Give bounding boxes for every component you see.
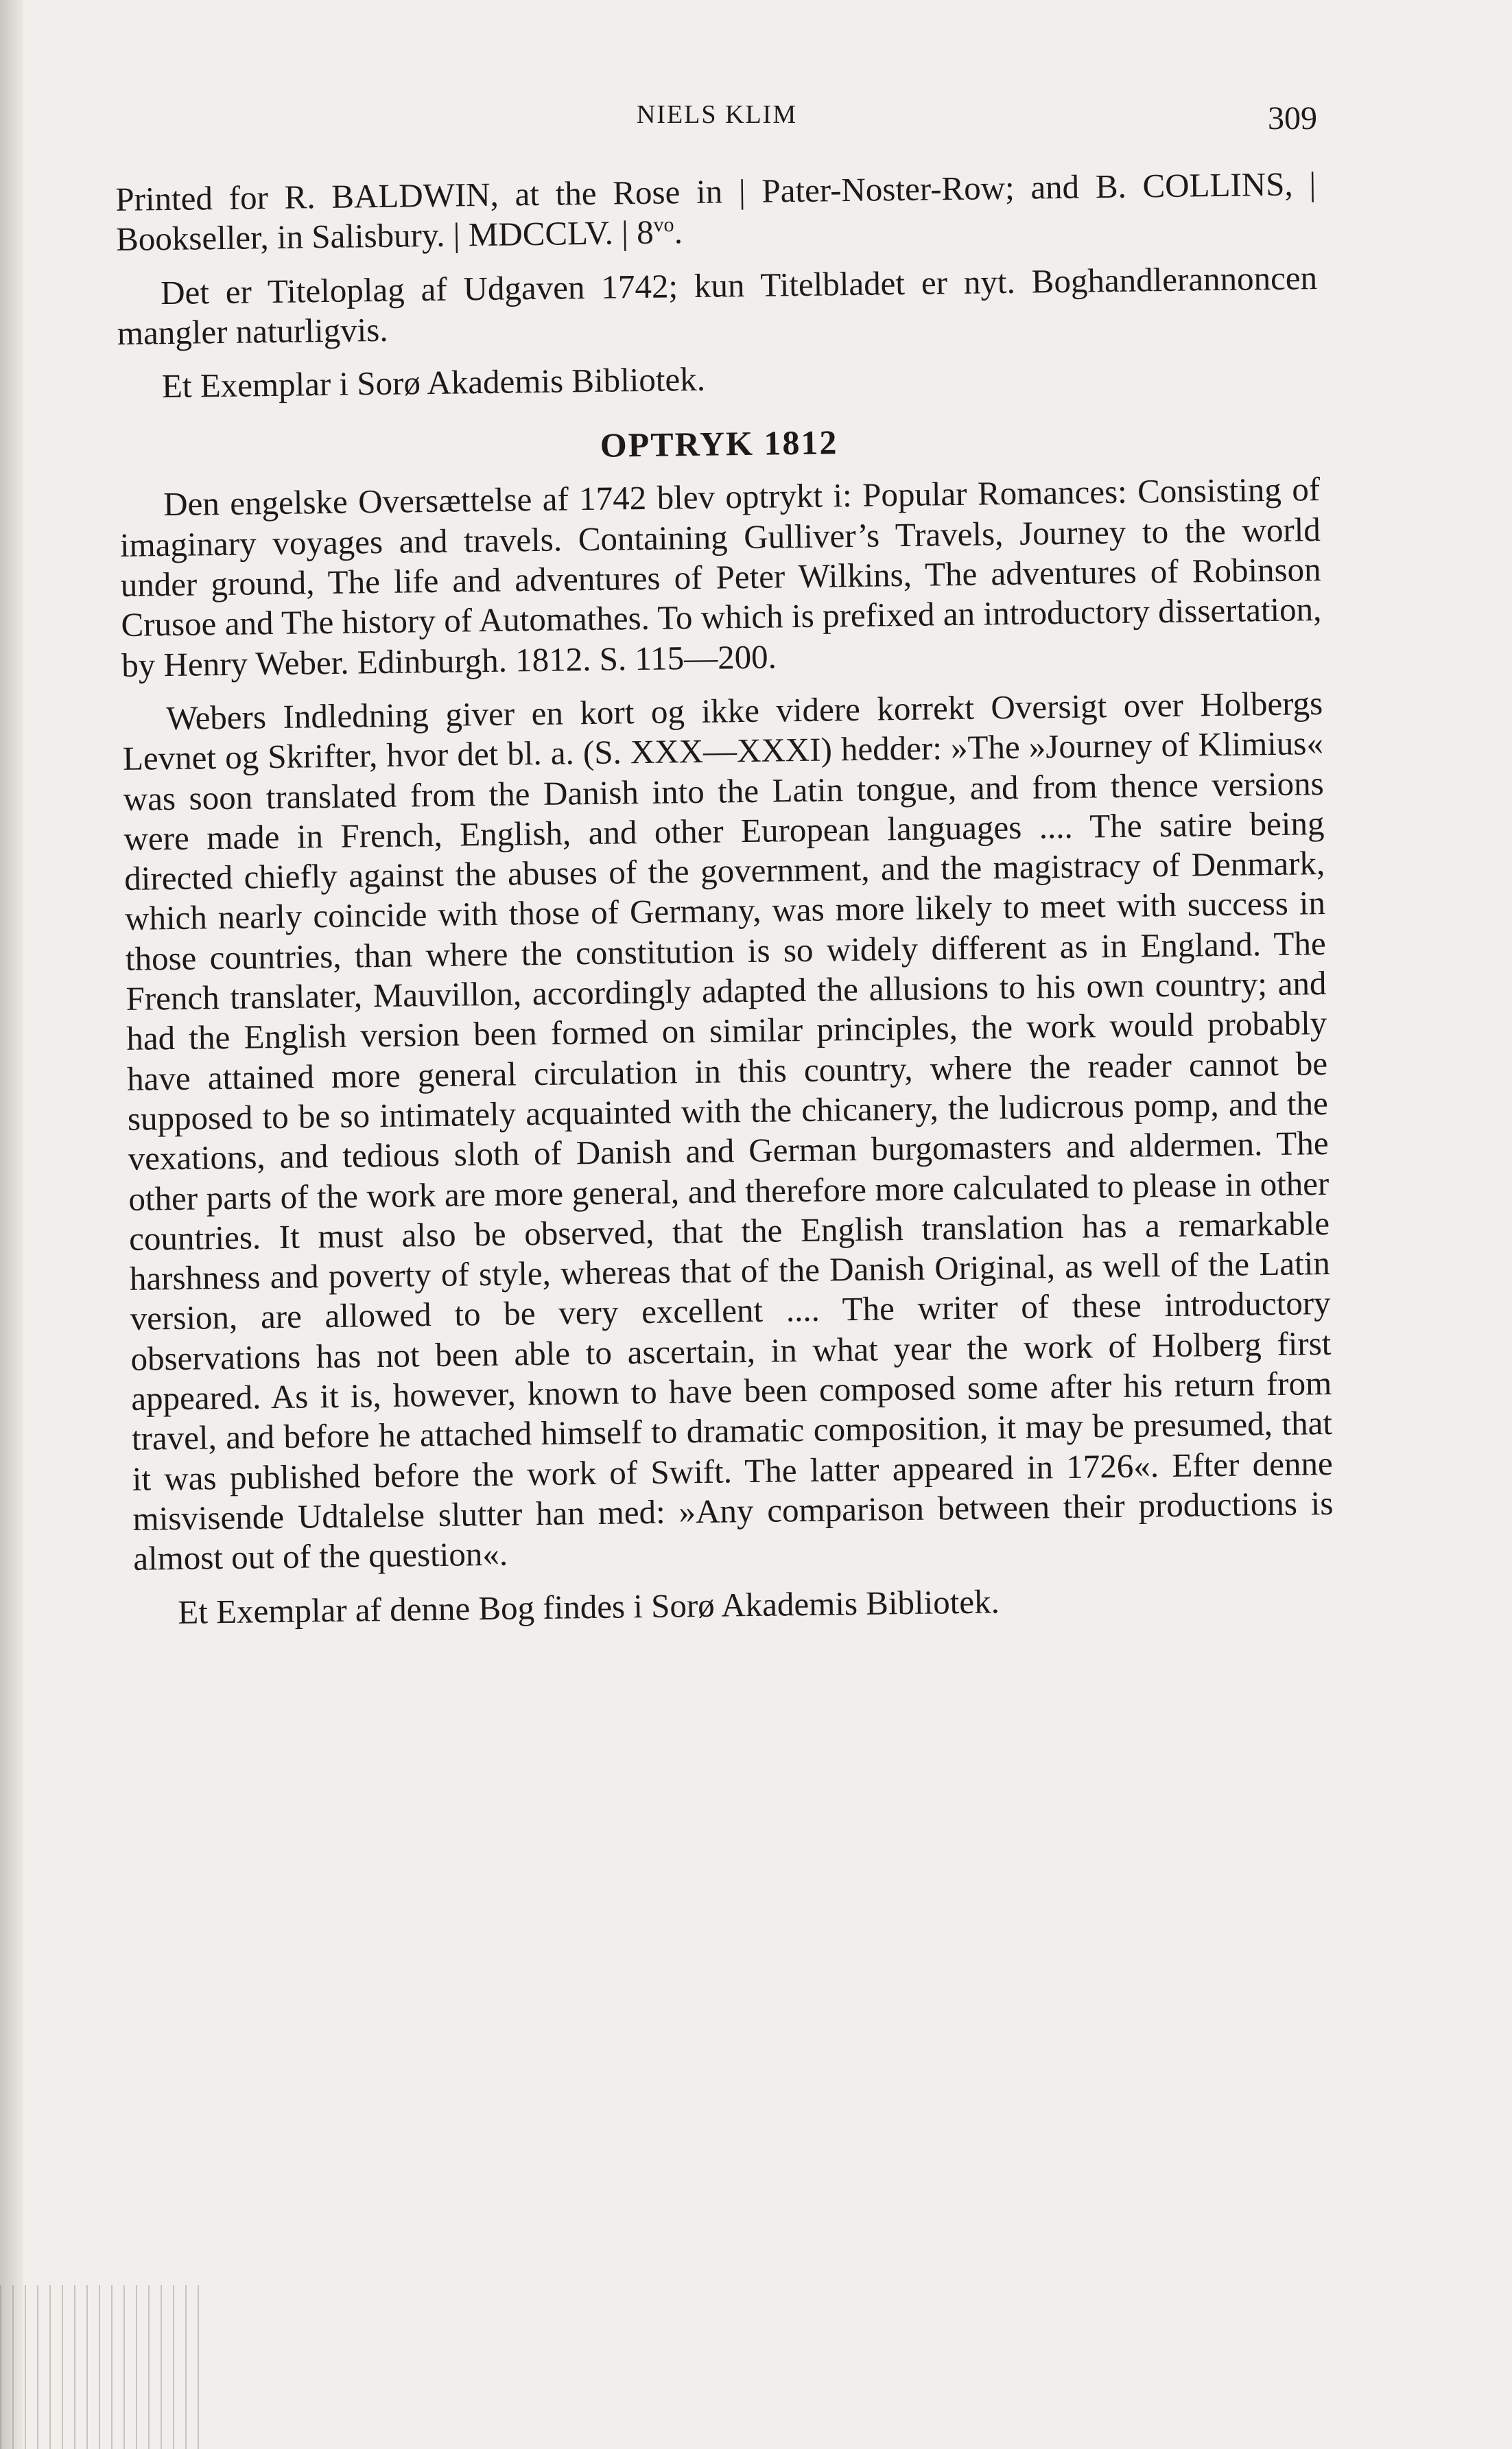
running-head bbox=[117, 99, 1317, 141]
reissue-note: Det er Titeloplag af Udgaven 1742; kun Titelbladet er nyt. Boghandlerannoncen mangler naturligvis. bbox=[117, 258, 1318, 352]
page-body bbox=[115, 164, 1335, 1633]
imprint-format-end: . bbox=[674, 213, 683, 251]
imprint-text: Printed for R. BALDWIN, at the Rose in | Pater-Noster-Row; and B. COLLINS, | Bookseller, in Salisbury. | MDCCLV. | 8 bbox=[115, 165, 1316, 259]
reprint-paragraph: Den engelske Oversættelse af 1742 blev optrykt i: Popular Romances: Consisting of imaginary voyages and travels. Containing Gulliver’s Travels, Journey to the world under ground, The life and adventures of Peter Wilkins, The adventures of Robinson Crusoe and The history of Automathes. To which is prefixed an introductory dissertation, by Henry Weber. Edinburgh. 1812. S. 115—200. bbox=[119, 470, 1322, 684]
copy-note-1812: Et Exemplar af denne Bog findes i Sorø Akademis Bibliotek. bbox=[177, 1582, 1000, 1631]
library-stamp-mark bbox=[0, 2285, 206, 2449]
page-gutter-shadow bbox=[0, 0, 23, 2449]
imprint-line bbox=[115, 164, 1316, 259]
weber-paragraph: Webers Indledning giver en kort og ikke videre korrekt Oversigt over Holbergs Levnet og Skrifter, hvor det bl. a. (S. XXX—XXXI) hedder: »The »Journey of Klimius« was soon translated from the Danish into the Latin tongue, and from thence versions were made in French, English, and other European languages .... The satire being directed chiefly against the abuses of the government, and the magistracy of Denmark, which nearly coincide with those of Germany, was more likely to meet with success in those countries, than where the constitution is so widely different as in England. The French translater, Mauvillon, accordingly adapted the allusions to his own country; and had the English version been formed on similar principles, the work would probably have attained more general circulation in this country, where the reader cannot be supposed to be so intimately acquainted with the chicanery, the ludicrous pomp, and the vexations, and tedious sloth of Danish and German burgomasters and aldermen. The other parts of the work are more general, and therefore more calculated to please in other countries. It must also be observed, that the English translation has a remarkable harshness and poverty of style, whereas that of the Danish Original, as well of the Latin version, are allowed to be very excellent .... The writer of these introductory observations has not been able to ascertain, in what year the work of Holberg first appeared. As it is, however, known to have been composed some after his return from travel, and before he attached himself to dramatic composition, it may be presumed, that it was published before the work of Swift. The latter appeared in 1726«. Efter denne misvisende Udtalelse slutter han med: »Any comparison between their productions is almost out of the question«. bbox=[122, 683, 1334, 1578]
page-number: 309 bbox=[1268, 100, 1317, 137]
imprint-format-superscript: vo bbox=[653, 213, 674, 237]
copy-note-1755: Et Exemplar i Sorø Akademis Bibliotek. bbox=[161, 360, 706, 406]
running-title: NIELS KLIM bbox=[636, 100, 798, 129]
section-heading: OPTRYK 1812 bbox=[600, 423, 838, 465]
